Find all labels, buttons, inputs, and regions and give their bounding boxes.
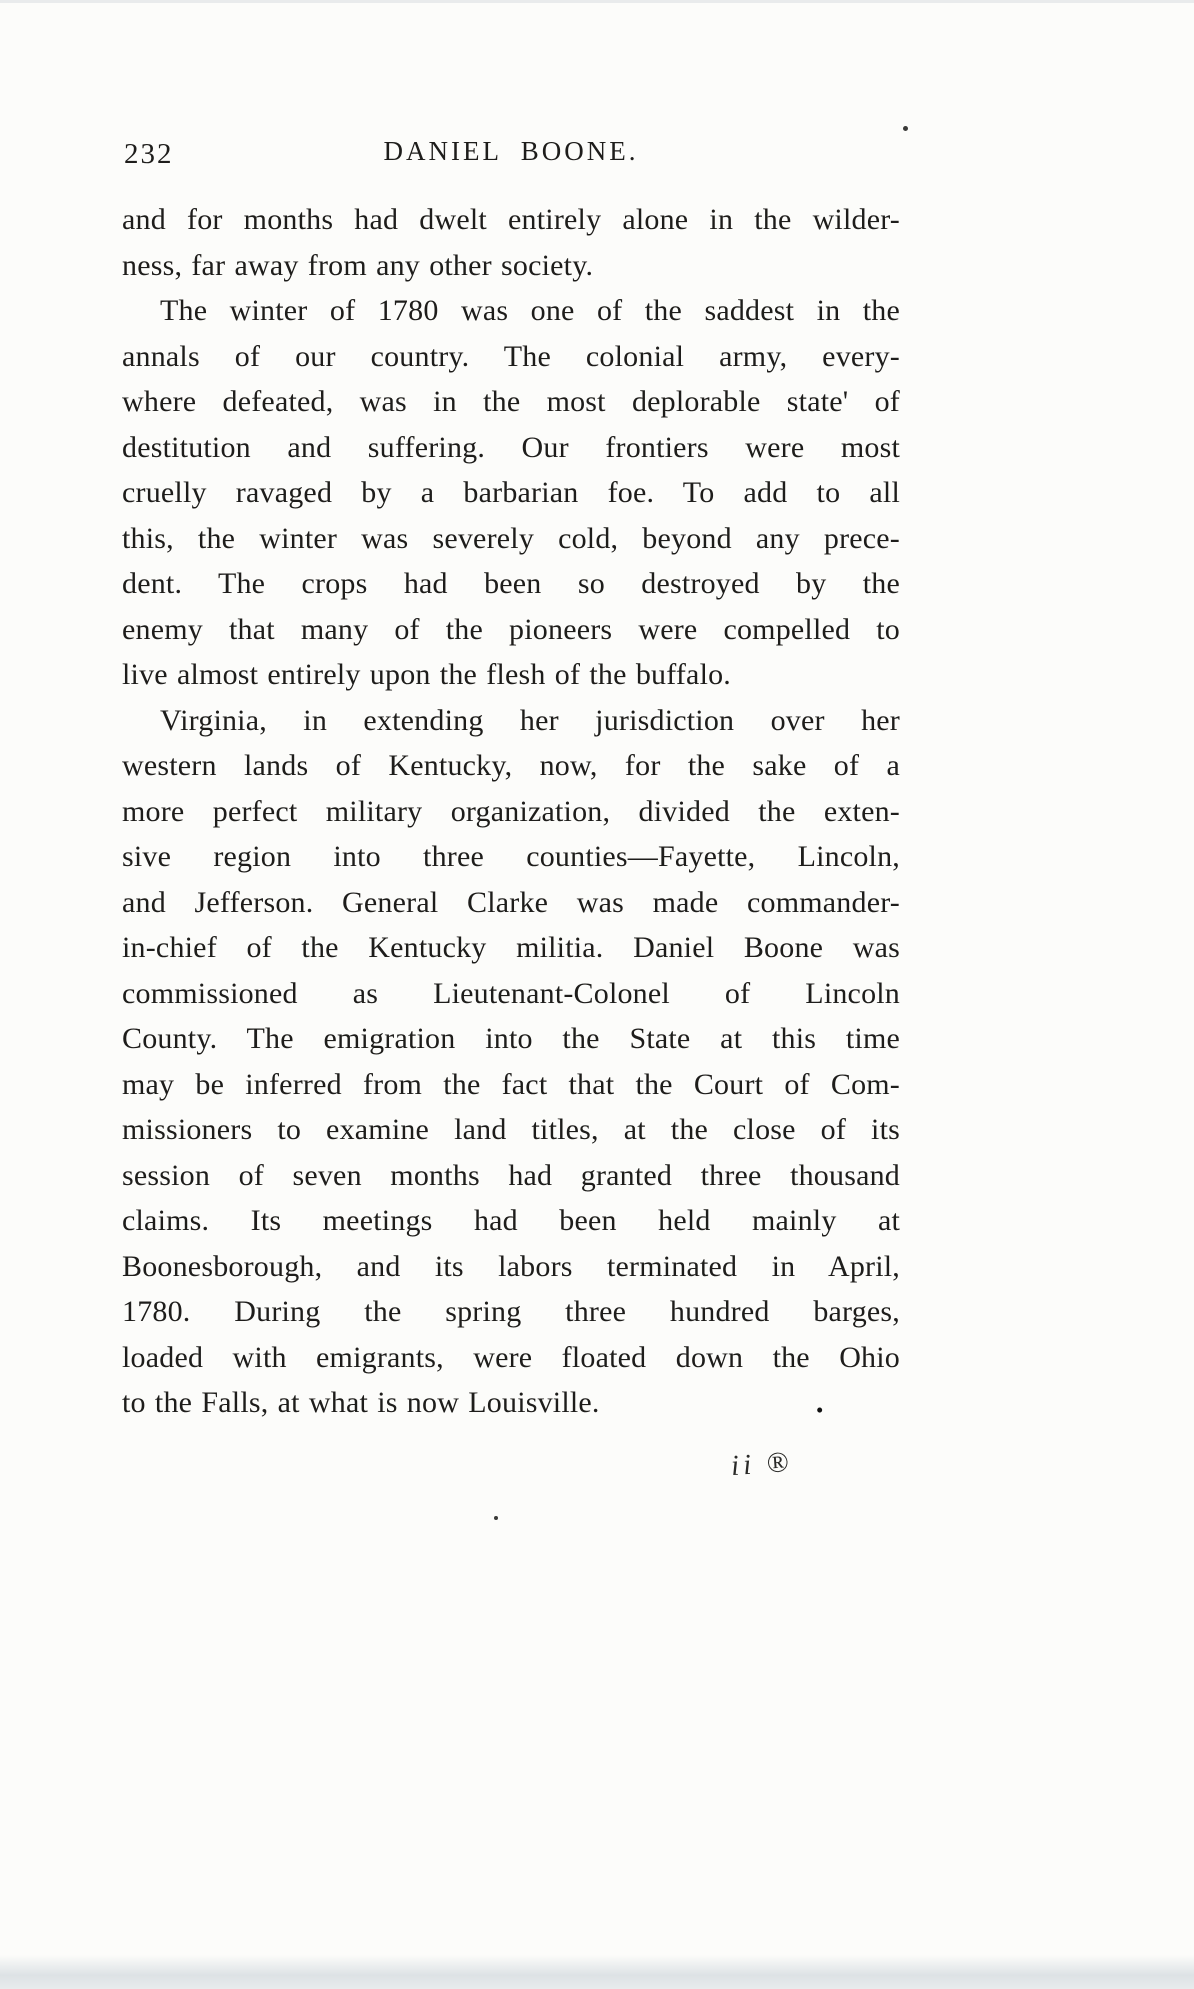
scan-edge-top [0,0,1194,3]
text-line: western lands of Kentucky, now, for the sake of a [122,749,900,782]
text-line: ness, far away from any other society. [122,248,594,282]
paragraph [122,288,900,698]
text-line: Virginia, in extending her jurisdiction over her [160,703,900,737]
page-number: 232 [124,138,174,170]
running-title: DANIEL BOONE. [383,136,639,166]
page-body [122,197,900,1426]
text-line: live almost entirely upon the flesh of the buffalo. [122,658,732,691]
bullet-mark: • [816,1398,824,1422]
scan-speck [903,126,908,131]
text-line: destitution and suffering. Our frontiers were most [122,430,900,464]
text-line: commissioned as Lieutenant-Colonel of Lincoln [122,976,900,1010]
book-page [122,136,900,1426]
handwritten-annotation: ii ® [729,1445,794,1483]
paragraph [122,698,900,1426]
text-line: and Jefferson. General Clarke was made commander- [122,885,900,919]
text-line: in-chief of the Kentucky militia. Daniel Boone was [122,931,900,964]
text-line: County. The emigration into the State at this time [122,1022,900,1055]
page-header [122,136,900,172]
text-line: The winter of 1780 was one of the saddest in the [160,294,900,327]
text-line: 1780. During the spring three hundred barges, [122,1295,900,1328]
scan-edge-bottom [0,1955,1194,1989]
text-line: sive region into three counties—Fayette, Lincoln, [122,840,900,873]
text-line: enemy that many of the pioneers were compelled to [122,612,900,646]
text-line: annals of our country. The colonial army, every- [122,339,900,373]
text-line: dent. The crops had been so destroyed by the [122,567,900,600]
scan-speck [494,1516,498,1520]
text-line: to the Falls, at what is now Louisville. [122,1386,600,1419]
text-line: where defeated, was in the most deplorable state' of [122,385,900,418]
text-line: missioners to examine land titles, at the close of its [122,1113,900,1146]
text-line: may be inferred from the fact that the Court of Com- [122,1067,900,1101]
text-line: more perfect military organization, divided the exten- [122,794,900,828]
text-line: Boonesborough, and its labors terminated in April, [122,1249,900,1283]
text-line: session of seven months had granted three thousand [122,1158,900,1192]
paragraph [122,197,900,288]
text-line: loaded with emigrants, were floated down the Ohio [122,1340,900,1374]
text-line: cruelly ravaged by a barbarian foe. To add to all [122,476,900,509]
text-line: claims. Its meetings had been held mainly at [122,1204,900,1237]
text-line: and for months had dwelt entirely alone in the wilder- [122,203,900,236]
text-line: this, the winter was severely cold, beyond any prece- [122,521,900,555]
